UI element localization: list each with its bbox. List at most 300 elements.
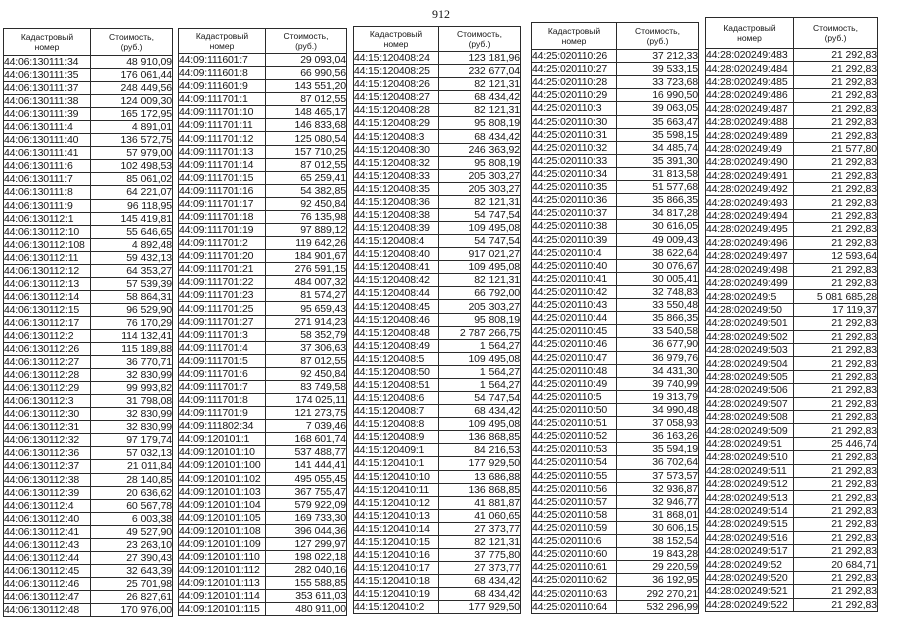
cadastral-number-cell: 44:15:120408:5 bbox=[354, 352, 439, 365]
cadastral-cost-table-5 bbox=[705, 17, 878, 612]
table-row bbox=[706, 531, 878, 544]
cost-cell: 25 701,98 bbox=[91, 577, 173, 590]
cost-cell: 68 434,42 bbox=[439, 575, 521, 588]
cost-cell: 27 390,43 bbox=[91, 551, 173, 564]
cadastral-number-cell: 44:25:020110:49 bbox=[532, 377, 617, 390]
cadastral-number-cell: 44:06:130112:12 bbox=[4, 264, 91, 277]
cadastral-number-cell: 44:06:130112:46 bbox=[4, 577, 91, 590]
cost-cell: 58 352,79 bbox=[266, 328, 347, 341]
table-header-row bbox=[706, 18, 878, 49]
table-row bbox=[354, 483, 521, 496]
cadastral-cost-table-3 bbox=[353, 26, 521, 614]
cadastral-number-cell: 44:15:120408:40 bbox=[354, 248, 439, 261]
cadastral-number-cell: 44:06:130112:36 bbox=[4, 447, 91, 460]
cost-cell: 367 755,47 bbox=[266, 485, 347, 498]
cadastral-number-cell: 44:25:020110:58 bbox=[532, 508, 617, 521]
cost-cell: 29 220,59 bbox=[617, 561, 699, 574]
cost-cell: 37 306,63 bbox=[266, 341, 347, 354]
cost-cell: 30 616,05 bbox=[617, 220, 699, 233]
cost-cell: 4 891,01 bbox=[91, 121, 173, 134]
cadastral-number-cell: 44:06:130112:10 bbox=[4, 225, 91, 238]
cadastral-number-cell: 44:15:120410:16 bbox=[354, 548, 439, 561]
table-row bbox=[4, 564, 173, 577]
table-row bbox=[354, 444, 521, 457]
cost-cell: 537 488,77 bbox=[266, 446, 347, 459]
table-row bbox=[4, 121, 173, 134]
cost-cell: 21 292,83 bbox=[794, 330, 878, 343]
cost-cell: 32 748,83 bbox=[617, 285, 699, 298]
table-row bbox=[179, 276, 347, 289]
cadastral-number-cell: 44:09:111701:8 bbox=[179, 394, 266, 407]
table-row bbox=[706, 223, 878, 236]
cost-cell: 21 292,83 bbox=[794, 410, 878, 423]
cadastral-number-cell: 44:09:111601:9 bbox=[179, 80, 266, 93]
cadastral-number-cell: 44:06:130112:1 bbox=[4, 212, 91, 225]
table-row bbox=[4, 538, 173, 551]
cost-cell: 27 373,77 bbox=[439, 522, 521, 535]
cost-cell: 145 419,81 bbox=[91, 212, 173, 225]
cost-cell: 21 292,83 bbox=[794, 156, 878, 169]
table-row bbox=[706, 303, 878, 316]
table-row bbox=[179, 420, 347, 433]
table-row bbox=[532, 535, 699, 548]
table-row bbox=[179, 210, 347, 223]
cost-cell: 60 567,78 bbox=[91, 499, 173, 512]
cost-cell: 109 495,08 bbox=[439, 222, 521, 235]
cost-cell: 34 431,30 bbox=[617, 364, 699, 377]
table-row bbox=[4, 369, 173, 382]
cost-cell: 33 723,68 bbox=[617, 76, 699, 89]
cadastral-number-cell: 44:09:111701:27 bbox=[179, 315, 266, 328]
cost-cell: 66 990,56 bbox=[266, 67, 347, 80]
cost-cell: 109 495,08 bbox=[439, 352, 521, 365]
table-row bbox=[354, 182, 521, 195]
cost-cell: 19 313,79 bbox=[617, 390, 699, 403]
cadastral-number-cell: 44:15:120408:30 bbox=[354, 143, 439, 156]
cadastral-number-cell: 44:25:020110:45 bbox=[532, 325, 617, 338]
cost-cell: 1 564,27 bbox=[439, 365, 521, 378]
cadastral-number-cell: 44:06:130112:28 bbox=[4, 369, 91, 382]
cost-cell: 21 292,83 bbox=[794, 451, 878, 464]
cost-cell: 124 009,30 bbox=[91, 95, 173, 108]
table-row bbox=[179, 498, 347, 511]
cadastral-number-cell: 44:15:120408:39 bbox=[354, 222, 439, 235]
cost-cell: 33 540,58 bbox=[617, 325, 699, 338]
cost-cell: 21 292,83 bbox=[794, 464, 878, 477]
cost-cell: 82 121,31 bbox=[439, 195, 521, 208]
table-row bbox=[354, 261, 521, 274]
cadastral-number-cell: 44:15:120408:41 bbox=[354, 261, 439, 274]
cadastral-number-cell: 44:25:020110:5 bbox=[532, 390, 617, 403]
table-row bbox=[532, 115, 699, 128]
cost-cell: 1 564,27 bbox=[439, 378, 521, 391]
cost-cell: 115 189,88 bbox=[91, 343, 173, 356]
cost-cell: 165 172,95 bbox=[91, 108, 173, 121]
cost-cell: 39 063,05 bbox=[617, 102, 699, 115]
cost-cell: 39 740,99 bbox=[617, 377, 699, 390]
cost-cell: 84 216,53 bbox=[439, 444, 521, 457]
cadastral-number-cell: 44:09:111701:14 bbox=[179, 158, 266, 171]
cadastral-number-cell: 44:09:120101:112 bbox=[179, 564, 266, 577]
cost-cell: 83 749,58 bbox=[266, 380, 347, 393]
table-row bbox=[706, 410, 878, 423]
cost-cell: 48 910,09 bbox=[91, 56, 173, 69]
cost-cell: 4 892,48 bbox=[91, 238, 173, 251]
table-body bbox=[354, 52, 521, 614]
cadastral-number-cell: 44:28:020249:517 bbox=[706, 545, 794, 558]
cost-cell: 21 292,83 bbox=[794, 504, 878, 517]
cost-cell: 282 040,16 bbox=[266, 564, 347, 577]
cadastral-number-cell: 44:25:020110:38 bbox=[532, 220, 617, 233]
cadastral-number-cell: 44:28:020249:520 bbox=[706, 571, 794, 584]
cadastral-number-cell: 44:06:130111:6 bbox=[4, 160, 91, 173]
cost-cell: 92 450,84 bbox=[266, 197, 347, 210]
cadastral-number-cell: 44:28:020249:505 bbox=[706, 370, 794, 383]
cadastral-number-cell: 44:15:120408:24 bbox=[354, 52, 439, 65]
cadastral-number-cell: 44:09:120101:102 bbox=[179, 472, 266, 485]
cost-cell: 38 622,64 bbox=[617, 246, 699, 259]
cadastral-number-cell: 44:28:020249:507 bbox=[706, 397, 794, 410]
cost-cell: 13 686,88 bbox=[439, 470, 521, 483]
cadastral-number-cell: 44:09:111701:11 bbox=[179, 119, 266, 132]
cost-cell: 184 901,67 bbox=[266, 250, 347, 263]
cost-cell: 32 936,87 bbox=[617, 482, 699, 495]
cadastral-cost-table-4 bbox=[531, 22, 699, 614]
cost-cell: 143 551,20 bbox=[266, 80, 347, 93]
table-row bbox=[706, 504, 878, 517]
cadastral-number-cell: 44:28:020249:50 bbox=[706, 303, 794, 316]
cadastral-number-cell: 44:25:020110:33 bbox=[532, 154, 617, 167]
cadastral-number-cell: 44:09:111701:20 bbox=[179, 250, 266, 263]
cadastral-number-cell: 44:15:120408:51 bbox=[354, 378, 439, 391]
cadastral-number-cell: 44:28:020249:496 bbox=[706, 236, 794, 249]
cost-cell: 21 292,83 bbox=[794, 75, 878, 88]
header-cost: Стоимость, (руб.) bbox=[266, 29, 347, 54]
cadastral-number-cell: 44:15:120408:8 bbox=[354, 418, 439, 431]
table-row bbox=[179, 184, 347, 197]
header-cadastral-number: Кадастровый номер bbox=[354, 27, 439, 52]
table-row bbox=[532, 417, 699, 430]
header-cost: Стоимость, (руб.) bbox=[439, 27, 521, 52]
table-row bbox=[532, 456, 699, 469]
table-row bbox=[532, 272, 699, 285]
table-row bbox=[4, 56, 173, 69]
table-row bbox=[354, 378, 521, 391]
cadastral-number-cell: 44:28:020249:506 bbox=[706, 384, 794, 397]
table-row bbox=[179, 289, 347, 302]
cost-cell: 35 391,30 bbox=[617, 154, 699, 167]
cadastral-number-cell: 44:25:020110:36 bbox=[532, 194, 617, 207]
table-row bbox=[179, 119, 347, 132]
cost-cell: 81 574,27 bbox=[266, 289, 347, 302]
table-row bbox=[706, 276, 878, 289]
cadastral-number-cell: 44:28:020249:486 bbox=[706, 89, 794, 102]
cost-cell: 19 843,28 bbox=[617, 548, 699, 561]
table-row bbox=[179, 550, 347, 563]
cadastral-number-cell: 44:25:020110:40 bbox=[532, 259, 617, 272]
cost-cell: 176 061,44 bbox=[91, 69, 173, 82]
cost-cell: 168 601,74 bbox=[266, 433, 347, 446]
cost-cell: 32 643,39 bbox=[91, 564, 173, 577]
table-row bbox=[354, 509, 521, 522]
cost-cell: 109 495,08 bbox=[439, 418, 521, 431]
table-row bbox=[706, 156, 878, 169]
cost-cell: 17 119,37 bbox=[794, 303, 878, 316]
cost-cell: 36 163,26 bbox=[617, 430, 699, 443]
cadastral-number-cell: 44:09:111701:13 bbox=[179, 145, 266, 158]
cost-cell: 39 533,15 bbox=[617, 63, 699, 76]
cost-cell: 25 446,74 bbox=[794, 437, 878, 450]
table-row bbox=[532, 561, 699, 574]
cost-cell: 68 434,42 bbox=[439, 130, 521, 143]
table-row bbox=[4, 95, 173, 108]
cadastral-number-cell: 44:15:120408:27 bbox=[354, 91, 439, 104]
table-row bbox=[706, 169, 878, 182]
table-row bbox=[706, 598, 878, 611]
table-row bbox=[532, 63, 699, 76]
cost-cell: 21 292,83 bbox=[794, 276, 878, 289]
table-row bbox=[4, 290, 173, 303]
table-row bbox=[4, 551, 173, 564]
cadastral-number-cell: 44:06:130112:108 bbox=[4, 238, 91, 251]
cost-cell: 205 303,27 bbox=[439, 300, 521, 313]
cost-cell: 35 663,47 bbox=[617, 115, 699, 128]
cost-cell: 495 055,45 bbox=[266, 472, 347, 485]
cadastral-number-cell: 44:15:120410:13 bbox=[354, 509, 439, 522]
cadastral-number-cell: 44:15:120410:15 bbox=[354, 535, 439, 548]
header-cadastral-number: Кадастровый номер bbox=[706, 18, 794, 49]
cost-cell: 136 868,85 bbox=[439, 431, 521, 444]
cost-cell: 7 039,46 bbox=[266, 420, 347, 433]
cadastral-number-cell: 44:28:020249:488 bbox=[706, 116, 794, 129]
table-row bbox=[706, 116, 878, 129]
cost-cell: 21 292,83 bbox=[794, 196, 878, 209]
table-row bbox=[706, 317, 878, 330]
cadastral-number-cell: 44:28:020249:491 bbox=[706, 169, 794, 182]
header-cadastral-number: Кадастровый номер bbox=[179, 29, 266, 54]
cadastral-number-cell: 44:06:130111:35 bbox=[4, 69, 91, 82]
table-row bbox=[706, 357, 878, 370]
cost-cell: 95 808,19 bbox=[439, 117, 521, 130]
table-row bbox=[179, 407, 347, 420]
cost-cell: 29 093,04 bbox=[266, 54, 347, 67]
cadastral-number-cell: 44:06:130112:37 bbox=[4, 460, 91, 473]
cost-cell: 21 292,83 bbox=[794, 317, 878, 330]
cadastral-number-cell: 44:06:130112:31 bbox=[4, 421, 91, 434]
cadastral-number-cell: 44:09:111701:6 bbox=[179, 367, 266, 380]
table-row bbox=[4, 173, 173, 186]
table-row bbox=[354, 575, 521, 588]
cost-cell: 66 792,00 bbox=[439, 287, 521, 300]
table-row bbox=[354, 235, 521, 248]
table-row bbox=[4, 473, 173, 486]
cost-cell: 21 292,83 bbox=[794, 102, 878, 115]
table-row bbox=[4, 421, 173, 434]
cost-cell: 76 170,29 bbox=[91, 316, 173, 329]
cadastral-number-cell: 44:28:020249:497 bbox=[706, 250, 794, 263]
table-row bbox=[4, 82, 173, 95]
cost-cell: 21 292,83 bbox=[794, 518, 878, 531]
cost-cell: 68 434,42 bbox=[439, 91, 521, 104]
cadastral-number-cell: 44:15:120408:25 bbox=[354, 65, 439, 78]
cost-cell: 6 003,38 bbox=[91, 512, 173, 525]
cadastral-number-cell: 44:15:120408:3 bbox=[354, 130, 439, 143]
cadastral-number-cell: 44:28:020249:494 bbox=[706, 209, 794, 222]
table-row bbox=[706, 250, 878, 263]
cost-cell: 276 591,15 bbox=[266, 263, 347, 276]
cost-cell: 34 990,48 bbox=[617, 403, 699, 416]
table-row bbox=[179, 132, 347, 145]
table-row bbox=[179, 446, 347, 459]
cadastral-number-cell: 44:15:120408:6 bbox=[354, 392, 439, 405]
cadastral-number-cell: 44:15:120408:29 bbox=[354, 117, 439, 130]
cost-cell: 34 817,28 bbox=[617, 207, 699, 220]
table-row bbox=[4, 316, 173, 329]
cost-cell: 64 221,07 bbox=[91, 186, 173, 199]
cost-cell: 30 005,41 bbox=[617, 272, 699, 285]
cost-cell: 49 527,90 bbox=[91, 525, 173, 538]
table-row bbox=[354, 365, 521, 378]
table-row bbox=[179, 459, 347, 472]
cost-cell: 37 775,80 bbox=[439, 548, 521, 561]
cadastral-number-cell: 44:15:120408:33 bbox=[354, 169, 439, 182]
cadastral-number-cell: 44:15:120408:50 bbox=[354, 365, 439, 378]
cadastral-number-cell: 44:06:130111:39 bbox=[4, 108, 91, 121]
cadastral-number-cell: 44:28:020249:495 bbox=[706, 223, 794, 236]
cadastral-number-cell: 44:25:020110:37 bbox=[532, 207, 617, 220]
cost-cell: 16 990,50 bbox=[617, 89, 699, 102]
table-row bbox=[179, 224, 347, 237]
cost-cell: 21 292,83 bbox=[794, 263, 878, 276]
cost-cell: 21 292,83 bbox=[794, 424, 878, 437]
cost-cell: 5 081 685,28 bbox=[794, 290, 878, 303]
cadastral-number-cell: 44:25:020110:34 bbox=[532, 167, 617, 180]
table-row bbox=[4, 590, 173, 603]
table-row bbox=[532, 285, 699, 298]
table-row bbox=[4, 577, 173, 590]
table-row bbox=[354, 588, 521, 601]
cadastral-number-cell: 44:06:130112:3 bbox=[4, 395, 91, 408]
cadastral-number-cell: 44:06:130111:4 bbox=[4, 121, 91, 134]
cost-cell: 54 747,54 bbox=[439, 208, 521, 221]
cost-cell: 292 270,21 bbox=[617, 587, 699, 600]
cost-cell: 30 606,15 bbox=[617, 521, 699, 534]
cost-cell: 12 593,64 bbox=[794, 250, 878, 263]
table-row bbox=[532, 443, 699, 456]
table-row bbox=[354, 522, 521, 535]
cadastral-number-cell: 44:28:020249:513 bbox=[706, 491, 794, 504]
cadastral-number-cell: 44:25:020110:46 bbox=[532, 338, 617, 351]
table-row bbox=[179, 197, 347, 210]
cost-cell: 2 787 266,75 bbox=[439, 326, 521, 339]
cadastral-number-cell: 44:28:020249:492 bbox=[706, 183, 794, 196]
table-body bbox=[706, 49, 878, 612]
table-row bbox=[532, 377, 699, 390]
cadastral-number-cell: 44:06:130111:41 bbox=[4, 147, 91, 160]
cost-cell: 21 292,83 bbox=[794, 491, 878, 504]
cost-cell: 21 292,83 bbox=[794, 384, 878, 397]
table-row bbox=[532, 50, 699, 63]
cost-cell: 21 292,83 bbox=[794, 598, 878, 611]
table-row bbox=[354, 287, 521, 300]
cadastral-number-cell: 44:28:020249:52 bbox=[706, 558, 794, 571]
cadastral-number-cell: 44:28:020249:502 bbox=[706, 330, 794, 343]
table-row bbox=[532, 76, 699, 89]
cadastral-number-cell: 44:25:020110:57 bbox=[532, 495, 617, 508]
table-row bbox=[532, 600, 699, 613]
cadastral-number-cell: 44:28:020249:501 bbox=[706, 317, 794, 330]
cost-cell: 36 677,90 bbox=[617, 338, 699, 351]
table-row bbox=[4, 460, 173, 473]
cost-cell: 54 747,54 bbox=[439, 392, 521, 405]
table-row bbox=[706, 196, 878, 209]
cadastral-number-cell: 44:25:020110:6 bbox=[532, 535, 617, 548]
cadastral-number-cell: 44:28:020249:508 bbox=[706, 410, 794, 423]
table-row bbox=[179, 341, 347, 354]
cadastral-number-cell: 44:15:120410:18 bbox=[354, 575, 439, 588]
cost-cell: 579 922,09 bbox=[266, 498, 347, 511]
cadastral-number-cell: 44:06:130112:26 bbox=[4, 343, 91, 356]
table-row bbox=[354, 169, 521, 182]
table-row bbox=[354, 65, 521, 78]
cost-cell: 21 292,83 bbox=[794, 62, 878, 75]
table-row bbox=[4, 251, 173, 264]
table-row bbox=[4, 408, 173, 421]
cost-cell: 21 292,83 bbox=[794, 397, 878, 410]
cost-cell: 64 353,27 bbox=[91, 264, 173, 277]
cadastral-number-cell: 44:09:111701:5 bbox=[179, 354, 266, 367]
cost-cell: 87 012,55 bbox=[266, 93, 347, 106]
cost-cell: 21 292,83 bbox=[794, 49, 878, 62]
cadastral-number-cell: 44:15:120409:1 bbox=[354, 444, 439, 457]
cadastral-number-cell: 44:09:120101:103 bbox=[179, 485, 266, 498]
cost-cell: 35 866,35 bbox=[617, 312, 699, 325]
cadastral-number-cell: 44:25:020110:47 bbox=[532, 351, 617, 364]
table-row bbox=[4, 186, 173, 199]
cost-cell: 21 292,83 bbox=[794, 169, 878, 182]
table-row bbox=[4, 486, 173, 499]
cadastral-number-cell: 44:06:130112:43 bbox=[4, 538, 91, 551]
cost-cell: 36 770,71 bbox=[91, 356, 173, 369]
cadastral-number-cell: 44:28:020249:504 bbox=[706, 357, 794, 370]
cadastral-number-cell: 44:25:020110:52 bbox=[532, 430, 617, 443]
header-cadastral-number: Кадастровый номер bbox=[532, 23, 617, 50]
table-row bbox=[532, 89, 699, 102]
cadastral-number-cell: 44:28:020249:487 bbox=[706, 102, 794, 115]
cadastral-number-cell: 44:28:020249:490 bbox=[706, 156, 794, 169]
cadastral-number-cell: 44:25:020110:59 bbox=[532, 521, 617, 534]
cost-cell: 248 449,56 bbox=[91, 82, 173, 95]
table-row bbox=[706, 89, 878, 102]
cost-cell: 917 021,27 bbox=[439, 248, 521, 261]
cadastral-number-cell: 44:15:120408:9 bbox=[354, 431, 439, 444]
table-row bbox=[706, 437, 878, 450]
table-row bbox=[179, 250, 347, 263]
cadastral-number-cell: 44:09:120101:108 bbox=[179, 524, 266, 537]
table-header-row bbox=[354, 27, 521, 52]
table-row bbox=[179, 263, 347, 276]
cadastral-number-cell: 44:15:120410:17 bbox=[354, 562, 439, 575]
cadastral-number-cell: 44:25:020110:32 bbox=[532, 141, 617, 154]
cost-cell: 21 292,83 bbox=[794, 116, 878, 129]
cadastral-number-cell: 44:28:020249:514 bbox=[706, 504, 794, 517]
table-row bbox=[179, 564, 347, 577]
cadastral-number-cell: 44:15:120408:46 bbox=[354, 313, 439, 326]
cost-cell: 21 292,83 bbox=[794, 357, 878, 370]
table-row bbox=[4, 225, 173, 238]
cadastral-number-cell: 44:09:111701:9 bbox=[179, 407, 266, 420]
cost-cell: 85 061,02 bbox=[91, 173, 173, 186]
